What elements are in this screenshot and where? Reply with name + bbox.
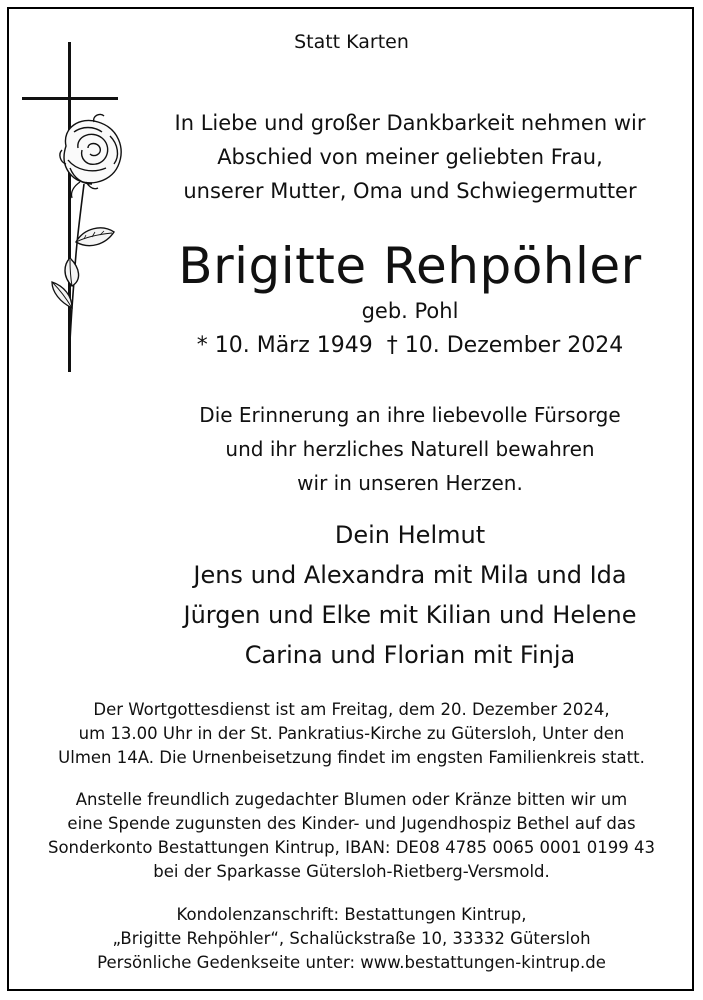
family-line-3: Jürgen und Elke mit Kilian und Helene bbox=[183, 601, 637, 629]
cross-with-rose-icon bbox=[22, 36, 130, 376]
condolence-line-1: Kondolenzanschrift: Bestattungen Kintrup, bbox=[176, 905, 527, 924]
family-line-1: Dein Helmut bbox=[334, 521, 486, 549]
intro-line-1: In Liebe und großer Dankbarkeit nehmen wir bbox=[174, 111, 646, 135]
family-line-2: Jens und Alexandra mit Mila und Ida bbox=[193, 561, 627, 589]
condolence-line-3: Persönliche Gedenkseite unter: www.bestattungen-kintrup.de bbox=[97, 953, 606, 972]
header-statt-karten: Statt Karten bbox=[294, 31, 409, 53]
birth-name: geb. Pohl bbox=[361, 299, 459, 323]
memory-line-1: Die Erinnerung an ihre liebevolle Fürsorge bbox=[199, 403, 621, 427]
memory-line-2: und ihr herzliches Naturell bewahren bbox=[225, 437, 595, 461]
donation-line-1: Anstelle freundlich zugedachter Blumen oder Kränze bitten wir um bbox=[75, 790, 628, 809]
family-line-4: Carina und Florian mit Finja bbox=[244, 641, 576, 669]
donation-line-2: eine Spende zugunsten des Kinder- und Jugendhospiz Bethel auf das bbox=[67, 814, 636, 833]
life-dates: * 10. März 1949 † 10. Dezember 2024 bbox=[196, 333, 624, 358]
intro-line-2: Abschied von meiner geliebten Frau, bbox=[217, 145, 603, 169]
service-line-1: Der Wortgottesdienst ist am Freitag, dem 20. Dezember 2024, bbox=[93, 700, 610, 719]
donation-line-3: Sonderkonto Bestattungen Kintrup, IBAN: DE08 4785 0065 0001 0199 43 bbox=[47, 838, 656, 857]
service-line-2: um 13.00 Uhr in der St. Pankratius-Kirche zu Gütersloh, Unter den bbox=[78, 724, 625, 743]
memory-line-3: wir in unseren Herzen. bbox=[297, 471, 523, 495]
deceased-name: Brigitte Rehpöhler bbox=[178, 237, 642, 295]
intro-line-3: unserer Mutter, Oma und Schwiegermutter bbox=[183, 179, 637, 203]
condolence-line-2: „Brigitte Rehpöhler“, Schalückstraße 10, 33332 Gütersloh bbox=[112, 929, 591, 948]
service-line-3: Ulmen 14A. Die Urnenbeisetzung findet im engsten Familienkreis statt. bbox=[58, 748, 645, 767]
donation-line-4: bei der Sparkasse Gütersloh-Rietberg-Versmold. bbox=[153, 862, 550, 881]
